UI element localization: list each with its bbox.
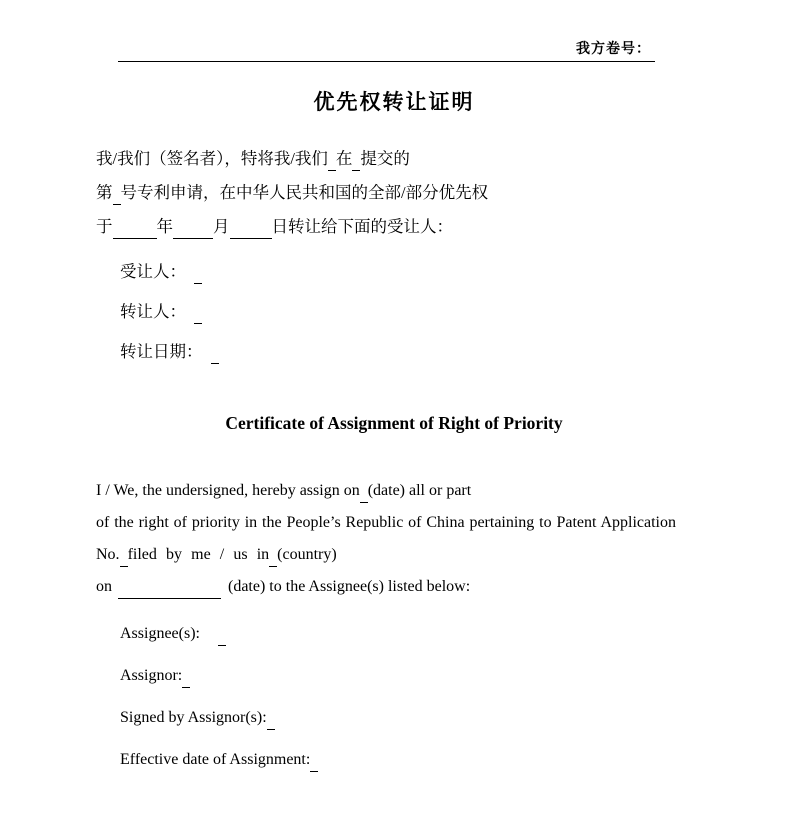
- zh-para-1-text-2: 在: [335, 149, 353, 168]
- blank-line-assignor-zh: [194, 300, 202, 324]
- en-para-4-text-1: on: [96, 578, 112, 595]
- en-para-1-text-2: (date) all or part: [367, 482, 472, 499]
- blank-line-filing-date-en: [118, 575, 221, 599]
- blank-line-applicant: [328, 147, 336, 171]
- effective-date-label: Effective date of Assignment:: [120, 751, 311, 768]
- blank-line-year: [113, 215, 157, 239]
- docket-number-label: 我方卷号：: [576, 42, 651, 57]
- blank-line-country: [352, 147, 360, 171]
- zh-para-2-text-1: 第: [96, 183, 113, 202]
- chinese-fields: [120, 260, 676, 380]
- assignee-en-label: Assignee(s):: [120, 625, 200, 642]
- signed-by-assignor-label: Signed by Assignor(s):: [120, 709, 267, 726]
- assignor-zh-label: 转让人：: [120, 302, 186, 321]
- chinese-paragraph: [96, 147, 676, 249]
- blank-line-assignee-zh: [194, 260, 202, 284]
- en-para-line-2: of the right of priority in the People’s Republic of China pertaining to Patent Application: [96, 514, 676, 531]
- en-para-4-text-2: (date) to the Assignee(s) listed below:: [228, 578, 471, 595]
- assignee-zh-label: 受让人：: [120, 262, 186, 281]
- header-rule: [118, 61, 655, 62]
- blank-line-month: [173, 215, 213, 239]
- field-row-assignee-zh: [120, 260, 676, 284]
- blank-line-assign-date-en: [360, 479, 368, 503]
- blank-line-day: [230, 215, 272, 239]
- field-row-assignor-en: [120, 664, 676, 688]
- english-fields: [120, 622, 676, 790]
- field-row-effective-date: [120, 748, 676, 772]
- blank-line-application-no: [113, 181, 121, 205]
- zh-para-2-text-2: 号专利申请，在中华人民共和国的全部/部分优先权: [120, 183, 489, 202]
- field-row-assignee-en: [120, 622, 676, 646]
- blank-line-effective-date: [310, 748, 318, 772]
- zh-para-line-3: [96, 215, 676, 239]
- en-para-3-text-2: filed by me / us in: [127, 546, 270, 563]
- blank-line-country-en: [269, 543, 277, 567]
- field-row-assignment-date-zh: [120, 340, 676, 364]
- blank-line-assignee-en: [218, 622, 226, 646]
- zh-para-3-text-4: 日转让给下面的受让人：: [271, 217, 453, 236]
- blank-line-assignor-en: [182, 664, 190, 688]
- zh-para-1-text-1: 我/我们（签名者），特将我/我们: [96, 149, 328, 168]
- en-para-line-1: [96, 479, 676, 503]
- en-para-3-text-3: (country): [277, 546, 337, 563]
- blank-line-application-no-en: [120, 543, 128, 567]
- zh-para-3-text-3: 月: [213, 217, 230, 236]
- blank-line-signed-by-assignor: [267, 706, 275, 730]
- chinese-title: 优先权转让证明: [313, 90, 475, 114]
- zh-para-line-1: [96, 147, 676, 171]
- zh-para-1-text-3: 提交的: [360, 149, 410, 168]
- en-para-line-3: [96, 543, 676, 567]
- field-row-signed-by-assignor: [120, 706, 676, 730]
- english-title: Certificate of Assignment of Right of Priority: [225, 413, 563, 433]
- zh-para-line-2: [96, 181, 676, 205]
- en-para-1-text-1: I / We, the undersigned, hereby assign on: [96, 482, 360, 499]
- zh-para-3-text-2: 年: [156, 217, 173, 236]
- zh-para-3-text-1: 于: [96, 217, 113, 236]
- en-para-line-4: [96, 575, 676, 599]
- english-paragraph: [96, 479, 676, 607]
- assignor-en-label: Assignor:: [120, 667, 183, 684]
- field-row-assignor-zh: [120, 300, 676, 324]
- assignment-date-zh-label: 转让日期：: [120, 342, 203, 361]
- blank-line-assignment-date-zh: [211, 340, 219, 364]
- en-para-3-text-1: No.: [96, 546, 120, 563]
